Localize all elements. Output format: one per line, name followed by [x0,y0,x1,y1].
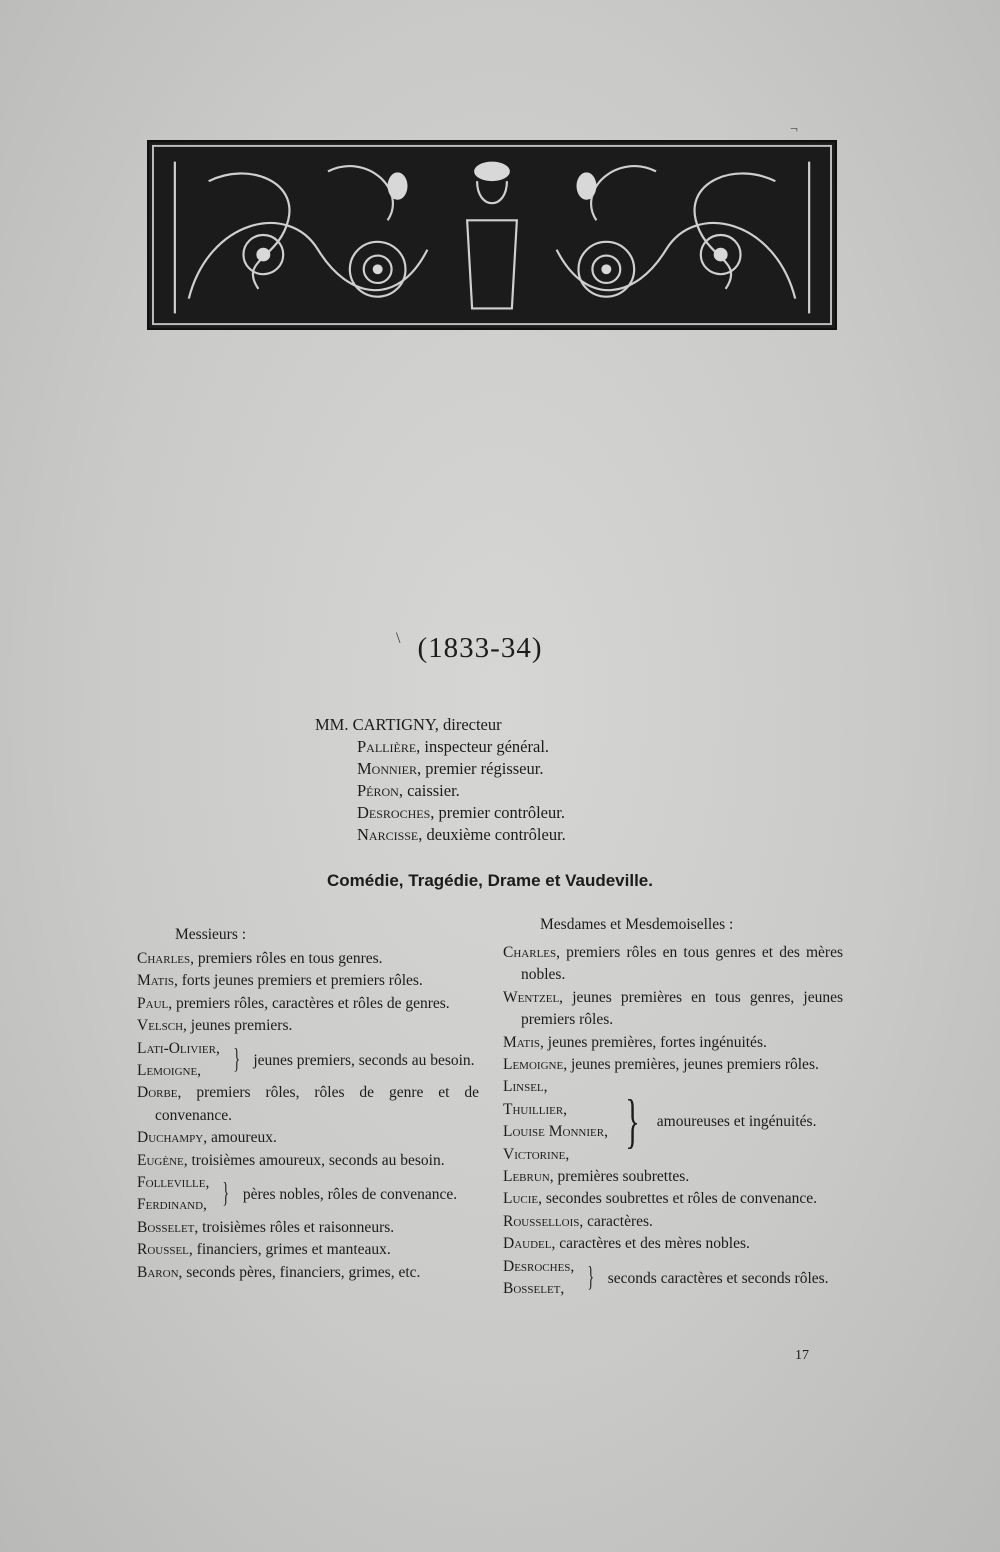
cast-group-entry [137,1172,479,1217]
section-heading: Comédie, Tragédie, Drame et Vaudeville. [327,871,653,890]
season-year-heading: (1833-34) [417,632,543,664]
cast-entry [137,1015,479,1037]
cast-entry [503,942,843,987]
actor-name: Bosselet [137,1218,195,1236]
actor-name: Lati-Olivier, [137,1039,220,1057]
staff-name: Pallière [357,737,417,756]
actress-name: Wentzel [503,988,560,1006]
actress-name: Thuillier, [503,1100,568,1118]
actor-name: Roussel [137,1241,189,1259]
actor-name: Paul [137,994,169,1012]
actor-role: , troisièmes amoureux, seconds au besoin. [183,1151,445,1169]
actor-role: , amoureux. [203,1129,277,1147]
cast-entry [503,1054,843,1076]
cast-entry [137,1082,479,1127]
actress-name: Lebrun [503,1168,550,1186]
actress-name: Daudel [503,1235,552,1253]
staff-name: CARTIGNY [352,715,435,734]
actress-name: Desroches, [503,1257,575,1275]
actor-name: Baron [137,1263,179,1281]
grouping-brace: } [587,1262,595,1294]
actor-role: , premiers rôles, rôles de genre et de convenance. [155,1084,479,1124]
grouping-brace: } [233,1044,240,1076]
actress-name: Louise Monnier, [503,1123,608,1141]
staff-name: Péron [357,781,399,800]
staff-row [315,780,566,802]
actress-role: , jeunes premières en tous genres, jeunes premiers rôles. [521,988,843,1029]
staff-role: , premier régisseur. [417,759,544,778]
men-column-heading: Messieurs : [175,926,247,943]
actor-role: , financiers, grimes et manteaux. [188,1241,391,1259]
cast-entry [137,1217,479,1239]
group-role: seconds caractères et seconds rôles. [607,1269,829,1287]
staff-role: , premier contrôleur. [430,803,565,822]
actress-name: Victorine, [503,1145,570,1163]
cast-entry [503,1166,843,1188]
actress-role: , jeunes premières, jeunes premiers rôles. [563,1056,819,1074]
group-role: jeunes premiers, seconds au besoin. [253,1051,475,1069]
staff-row [315,714,566,736]
cast-entry [137,993,479,1015]
cast-entry [503,987,843,1032]
actress-role: , caractères et des mères nobles. [551,1235,750,1253]
cast-group-entry [137,1038,479,1083]
cast-entry [137,1262,479,1284]
cast-entry [503,1211,843,1233]
grouping-brace: } [222,1178,230,1210]
actress-name: Lucie [503,1190,539,1208]
actress-name: Bosselet, [503,1280,565,1298]
cast-entry [503,1233,843,1255]
corner-mark: ¬ [790,122,798,137]
group-names [137,1172,209,1217]
group-names [137,1038,220,1083]
cast-group-entry [503,1076,843,1166]
actor-role: , seconds pères, financiers, grimes, etc. [178,1263,421,1281]
staff-role: , caissier. [398,781,460,800]
cast-entry [137,1239,479,1261]
staff-role: , directeur [434,715,502,734]
actress-role: , secondes soubrettes et rôles de convenance. [538,1190,818,1208]
actress-name: Roussellois [503,1212,580,1230]
staff-row [315,736,566,758]
actress-role: , jeunes premières, fortes ingénuités. [540,1033,767,1051]
cast-entry [137,1127,479,1149]
staff-role: , deuxième contrôleur. [418,825,566,844]
actress-name: Linsel, [503,1078,548,1096]
cast-entry [137,970,479,992]
staff-prefix: MM. [315,715,353,734]
actor-role: , premiers rôles, caractères et rôles de genres. [168,994,450,1012]
page-number: 17 [795,1348,809,1363]
cast-entry [137,948,479,970]
cast-entry [503,1032,843,1054]
staff-name: Monnier [357,759,417,778]
grouping-brace: } [625,1088,640,1155]
actress-role: , caractères. [579,1212,653,1230]
actor-name: Eugène [137,1151,184,1169]
stray-mark: \ [396,630,401,647]
staff-name: Narcisse [357,825,419,844]
actor-name: Dorbe [137,1084,178,1102]
actress-role: , premières soubrettes. [549,1168,690,1186]
actor-role: , premiers rôles en tous genres. [190,950,383,967]
actor-name: Lemoigne, [137,1062,202,1080]
staff-name: Desroches [357,803,431,822]
actor-role: , forts jeunes premiers et premiers rôles. [174,972,423,990]
administration-staff-list [315,714,566,846]
group-names [503,1076,608,1166]
women-cast-list [503,942,843,1301]
staff-row [315,758,566,780]
actor-name: Ferdinand, [137,1196,207,1214]
actor-name: Duchampy [137,1129,204,1147]
actor-name: Folleville, [137,1174,210,1192]
staff-row [315,802,566,824]
actor-name: Charles [137,950,191,967]
actor-name: Matis [137,972,175,990]
men-cast-list [137,948,479,1284]
cast-group-entry [503,1256,843,1301]
actress-name: Lemoigne [503,1056,564,1074]
actor-role: , troisièmes rôles et raisonneurs. [194,1218,395,1236]
staff-row [315,824,566,846]
actress-name: Charles [503,944,557,961]
actor-name: Velsch [137,1017,184,1035]
cast-entry [137,1150,479,1172]
women-column-heading: Mesdames et Mesdemoiselles : [540,916,734,933]
actress-name: Matis [503,1033,541,1051]
group-role: amoureuses et ingénuités. [656,1112,817,1130]
decorative-headpiece-ornament [147,140,837,330]
cast-entry [503,1188,843,1210]
staff-role: , inspecteur général. [416,737,550,756]
group-role: pères nobles, rôles de convenance. [242,1185,458,1203]
actor-role: , jeunes premiers. [183,1017,293,1035]
actress-role: , premiers rôles en tous genres et des mères nobles. [521,944,843,984]
group-names [503,1256,574,1301]
